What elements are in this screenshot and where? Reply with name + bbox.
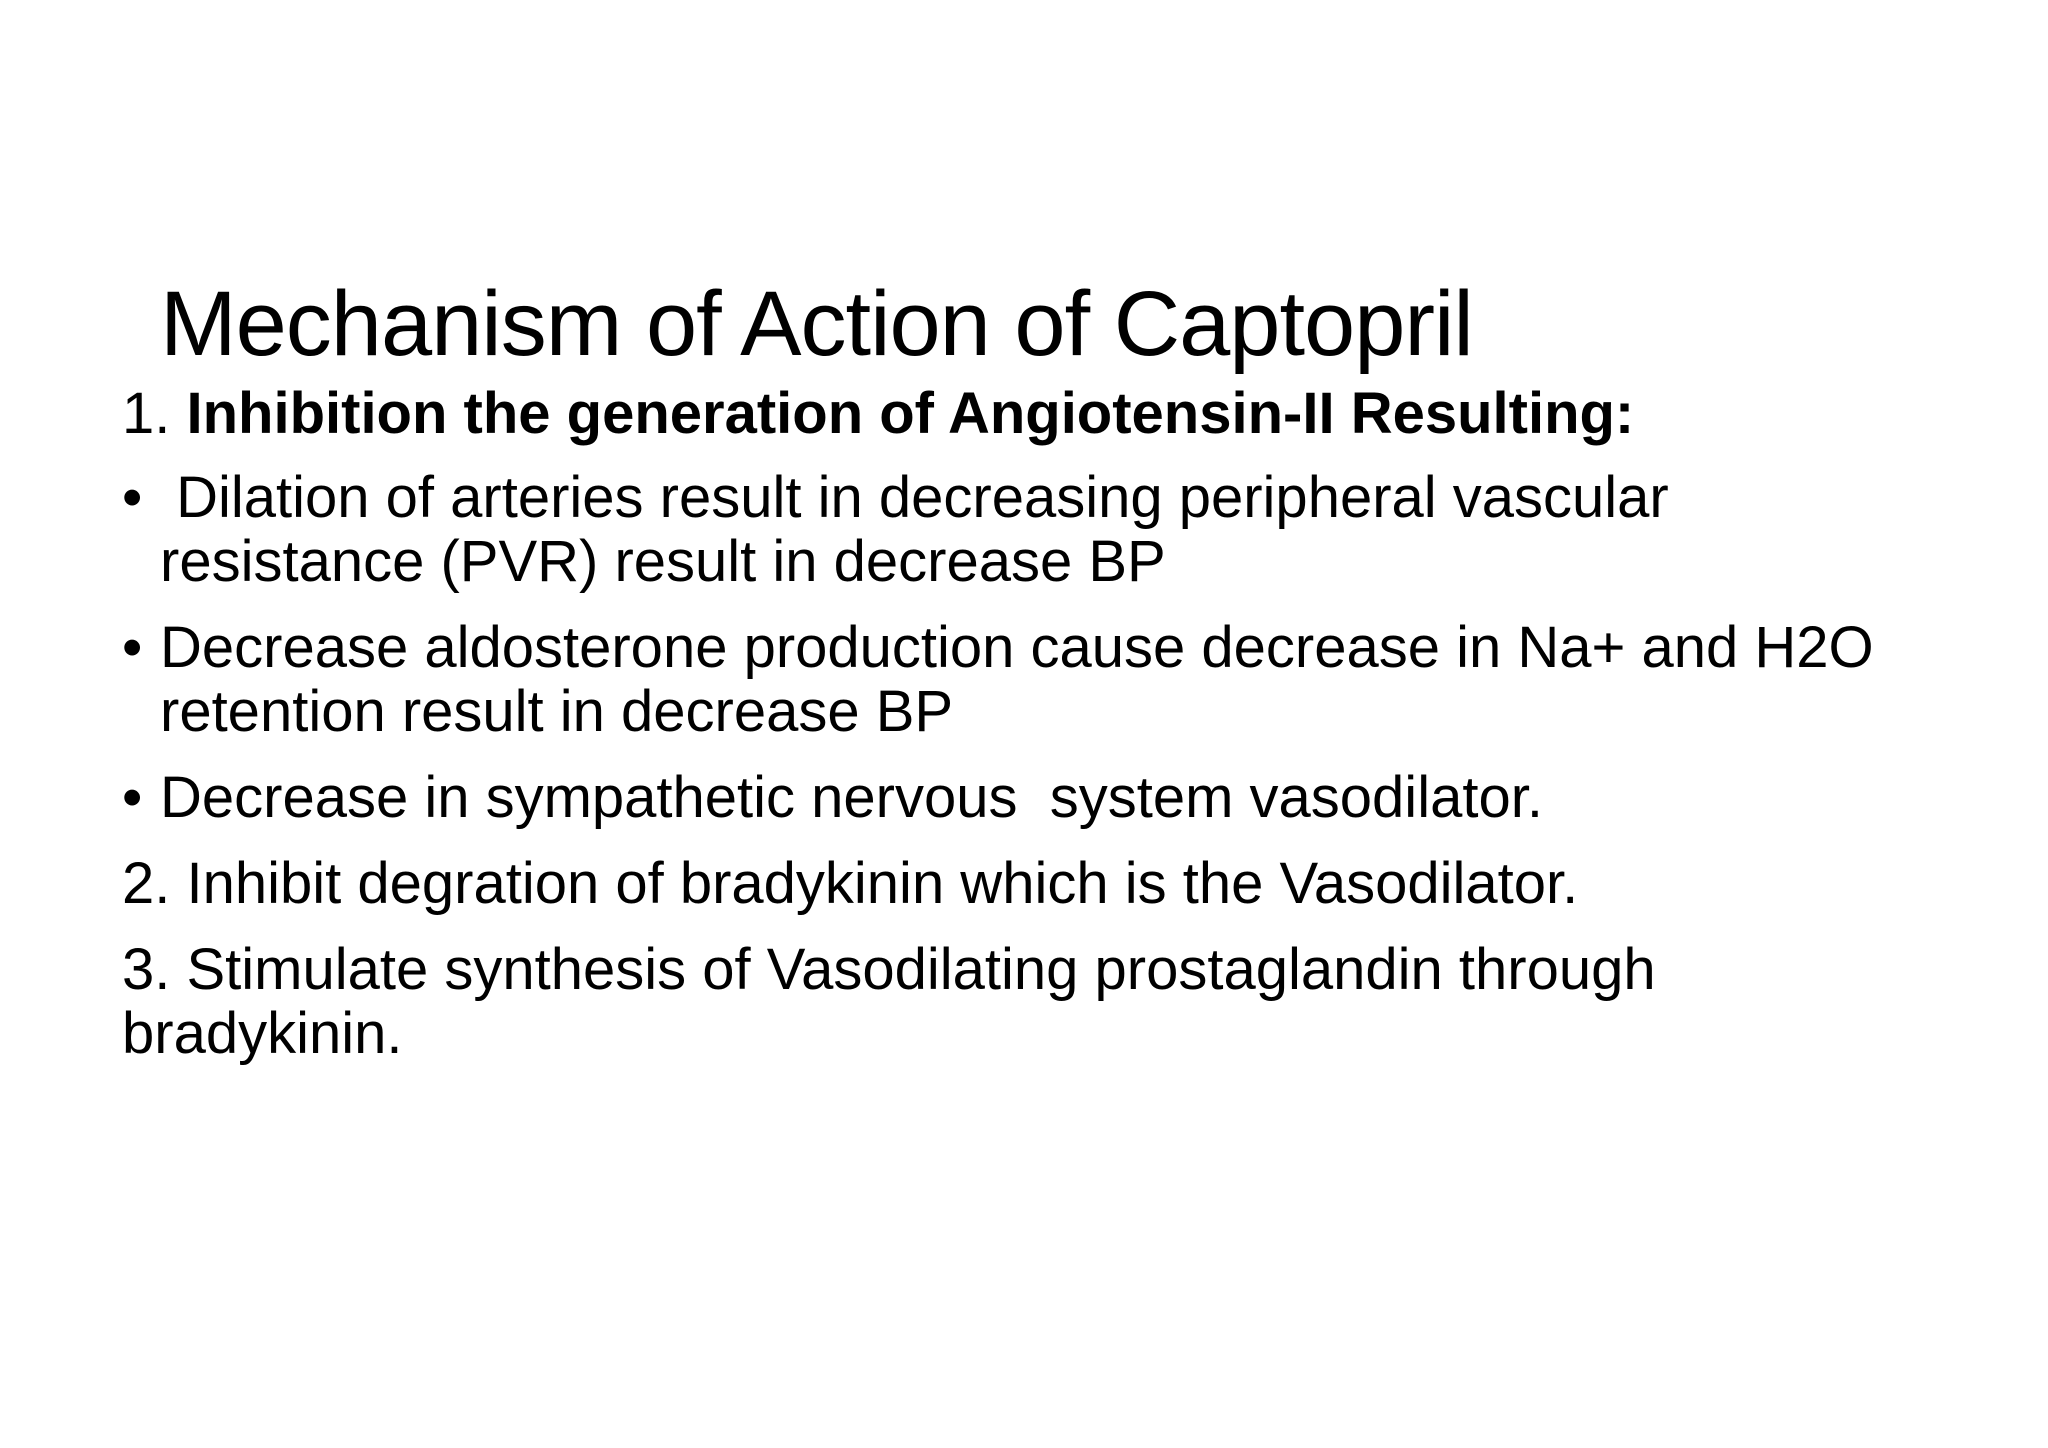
bullet-icon: • [122, 765, 143, 830]
bullet-item-sympathetic [122, 766, 1942, 830]
slide-title: Mechanism of Action of Captopril [160, 273, 1473, 375]
list-item-1 [122, 382, 1942, 446]
list-item-1-heading: Inhibition the generation of Angiotensin-II Resulting: [186, 381, 1635, 446]
list-item-2: 2. Inhibit degration of bradykinin which is the Vasodilator. [122, 851, 1579, 916]
bullet-text: Decrease aldosterone production cause decrease in Na+ and H2O retention result in decrease BP [160, 615, 1874, 744]
list-item-1-number: 1. [122, 381, 171, 446]
bullet-icon: • [122, 615, 143, 680]
bullet-text: Dilation of arteries result in decreasing peripheral vascular resistance (PVR) result in decrease BP [160, 465, 1685, 594]
bullet-text: Decrease in sympathetic nervous system vasodilator. [160, 765, 1543, 830]
bullet-icon: • [122, 465, 143, 530]
slide-body [122, 382, 1942, 1088]
bullet-item-dilation [122, 466, 1942, 594]
bullet-item-aldosterone [122, 616, 1942, 744]
list-item-3: 3. Stimulate synthesis of Vasodilating prostaglandin through bradykinin. [122, 937, 1656, 1066]
